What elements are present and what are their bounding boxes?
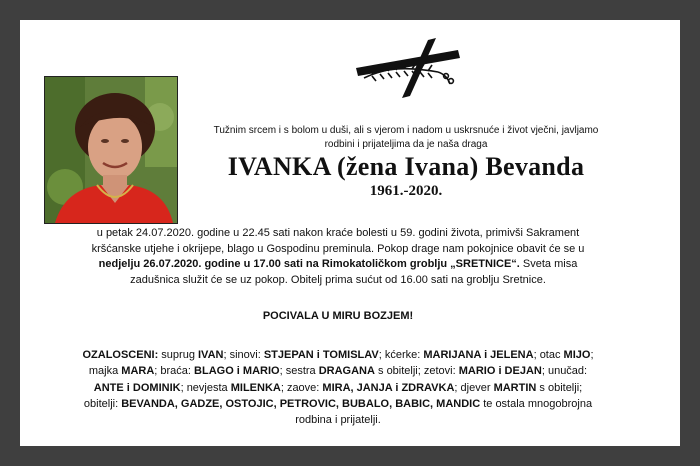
text: te ostala mnogobrojna	[480, 397, 593, 410]
details-line-4: zadušnica služit će se uz pokop. Obitelj prima sućut od 16.00 sati na groblju Sretnice.	[130, 273, 546, 286]
brother-in-law-name: MARTIN	[493, 381, 537, 394]
intro-line-1: Tužnim srcem i s bolom u duši, ali s vjerom i nadom u uskrsnuće i život vječni, javljamo	[213, 125, 599, 136]
brothers-names: BLAGO i MARIO	[194, 365, 280, 378]
life-years: 1961.-2020.	[369, 183, 443, 199]
sons-names: STJEPAN i TOMISLAV	[263, 349, 379, 361]
text: ; unučad:	[541, 365, 588, 378]
deceased-name: IVANKA (žena Ivana) Bevanda	[227, 152, 585, 181]
mourners-line-5: rodbina i prijatelji.	[295, 414, 381, 427]
intro-line-2: rodbini i prijateljima da je naša draga	[324, 139, 488, 150]
family-surnames: BEVANDA, GADZE, OSTOJIC, PETROVIC, BUBALO, BABIC, MANDIC	[121, 397, 481, 410]
death-details	[38, 226, 638, 288]
text: majka	[88, 365, 122, 378]
text: suprug	[158, 349, 198, 361]
announcement-intro	[186, 124, 626, 152]
text: ; sestra	[279, 365, 319, 378]
mourners-heading: OZALOSCENI:	[82, 349, 159, 361]
mourners-line-3	[38, 380, 638, 396]
daughter-in-law-name: MILENKA	[230, 381, 281, 394]
mourners-line-4	[38, 396, 638, 412]
text: ; djever	[454, 381, 494, 394]
details-line-3	[38, 257, 638, 273]
sister-name: DRAGANA	[318, 365, 375, 378]
text: ; sinovi:	[223, 349, 264, 361]
daughters-names: MARIJANA i JELENA	[423, 349, 534, 361]
mourners-line-2	[38, 363, 638, 379]
grandchildren-names: ANTE i DOMINIK	[93, 381, 181, 394]
rest-in-peace: POCIVALA U MIRU BOZJEM!	[262, 310, 414, 322]
details-line-1: u petak 24.07.2020. godine u 22.45 sati nakon kraće bolesti u 59. godini života, primivši Sakrament	[96, 227, 580, 239]
text: ; kćerke:	[378, 349, 424, 361]
text: ; nevjesta	[180, 381, 231, 394]
portrait-photo	[44, 76, 178, 224]
mass-info-start: Sveta misa	[519, 258, 578, 270]
portrait-image	[45, 77, 177, 223]
text: ; otac	[533, 349, 564, 361]
father-name: MIJO	[563, 349, 591, 361]
text: ;	[590, 349, 594, 361]
funeral-info: nedjelju 26.07.2020. godine u 17.00 sati na Rimokatoličkom groblju „SRETNICE“.	[98, 258, 520, 270]
mourners-line-1	[38, 347, 638, 363]
mourners-list	[38, 347, 638, 428]
text: ; zaove:	[280, 381, 323, 394]
text: obitelji:	[83, 397, 122, 410]
details-line-2: kršćanske utjehe i okrijepe, blago u Gospodinu preminula. Pokop drage nam pokojnice obavit će se u	[91, 242, 585, 255]
sons-in-law-names: MARIO i DEJAN	[458, 365, 542, 378]
text: s obitelji; zetovi:	[374, 365, 459, 378]
husband-name: IVAN	[198, 349, 224, 361]
text: s obitelji;	[536, 381, 583, 394]
mother-name: MARA	[121, 365, 155, 378]
text: ; braća:	[154, 365, 195, 378]
cross-icon	[350, 38, 470, 98]
sisters-in-law-names: MIRA, JANJA i ZDRAVKA	[322, 381, 455, 394]
